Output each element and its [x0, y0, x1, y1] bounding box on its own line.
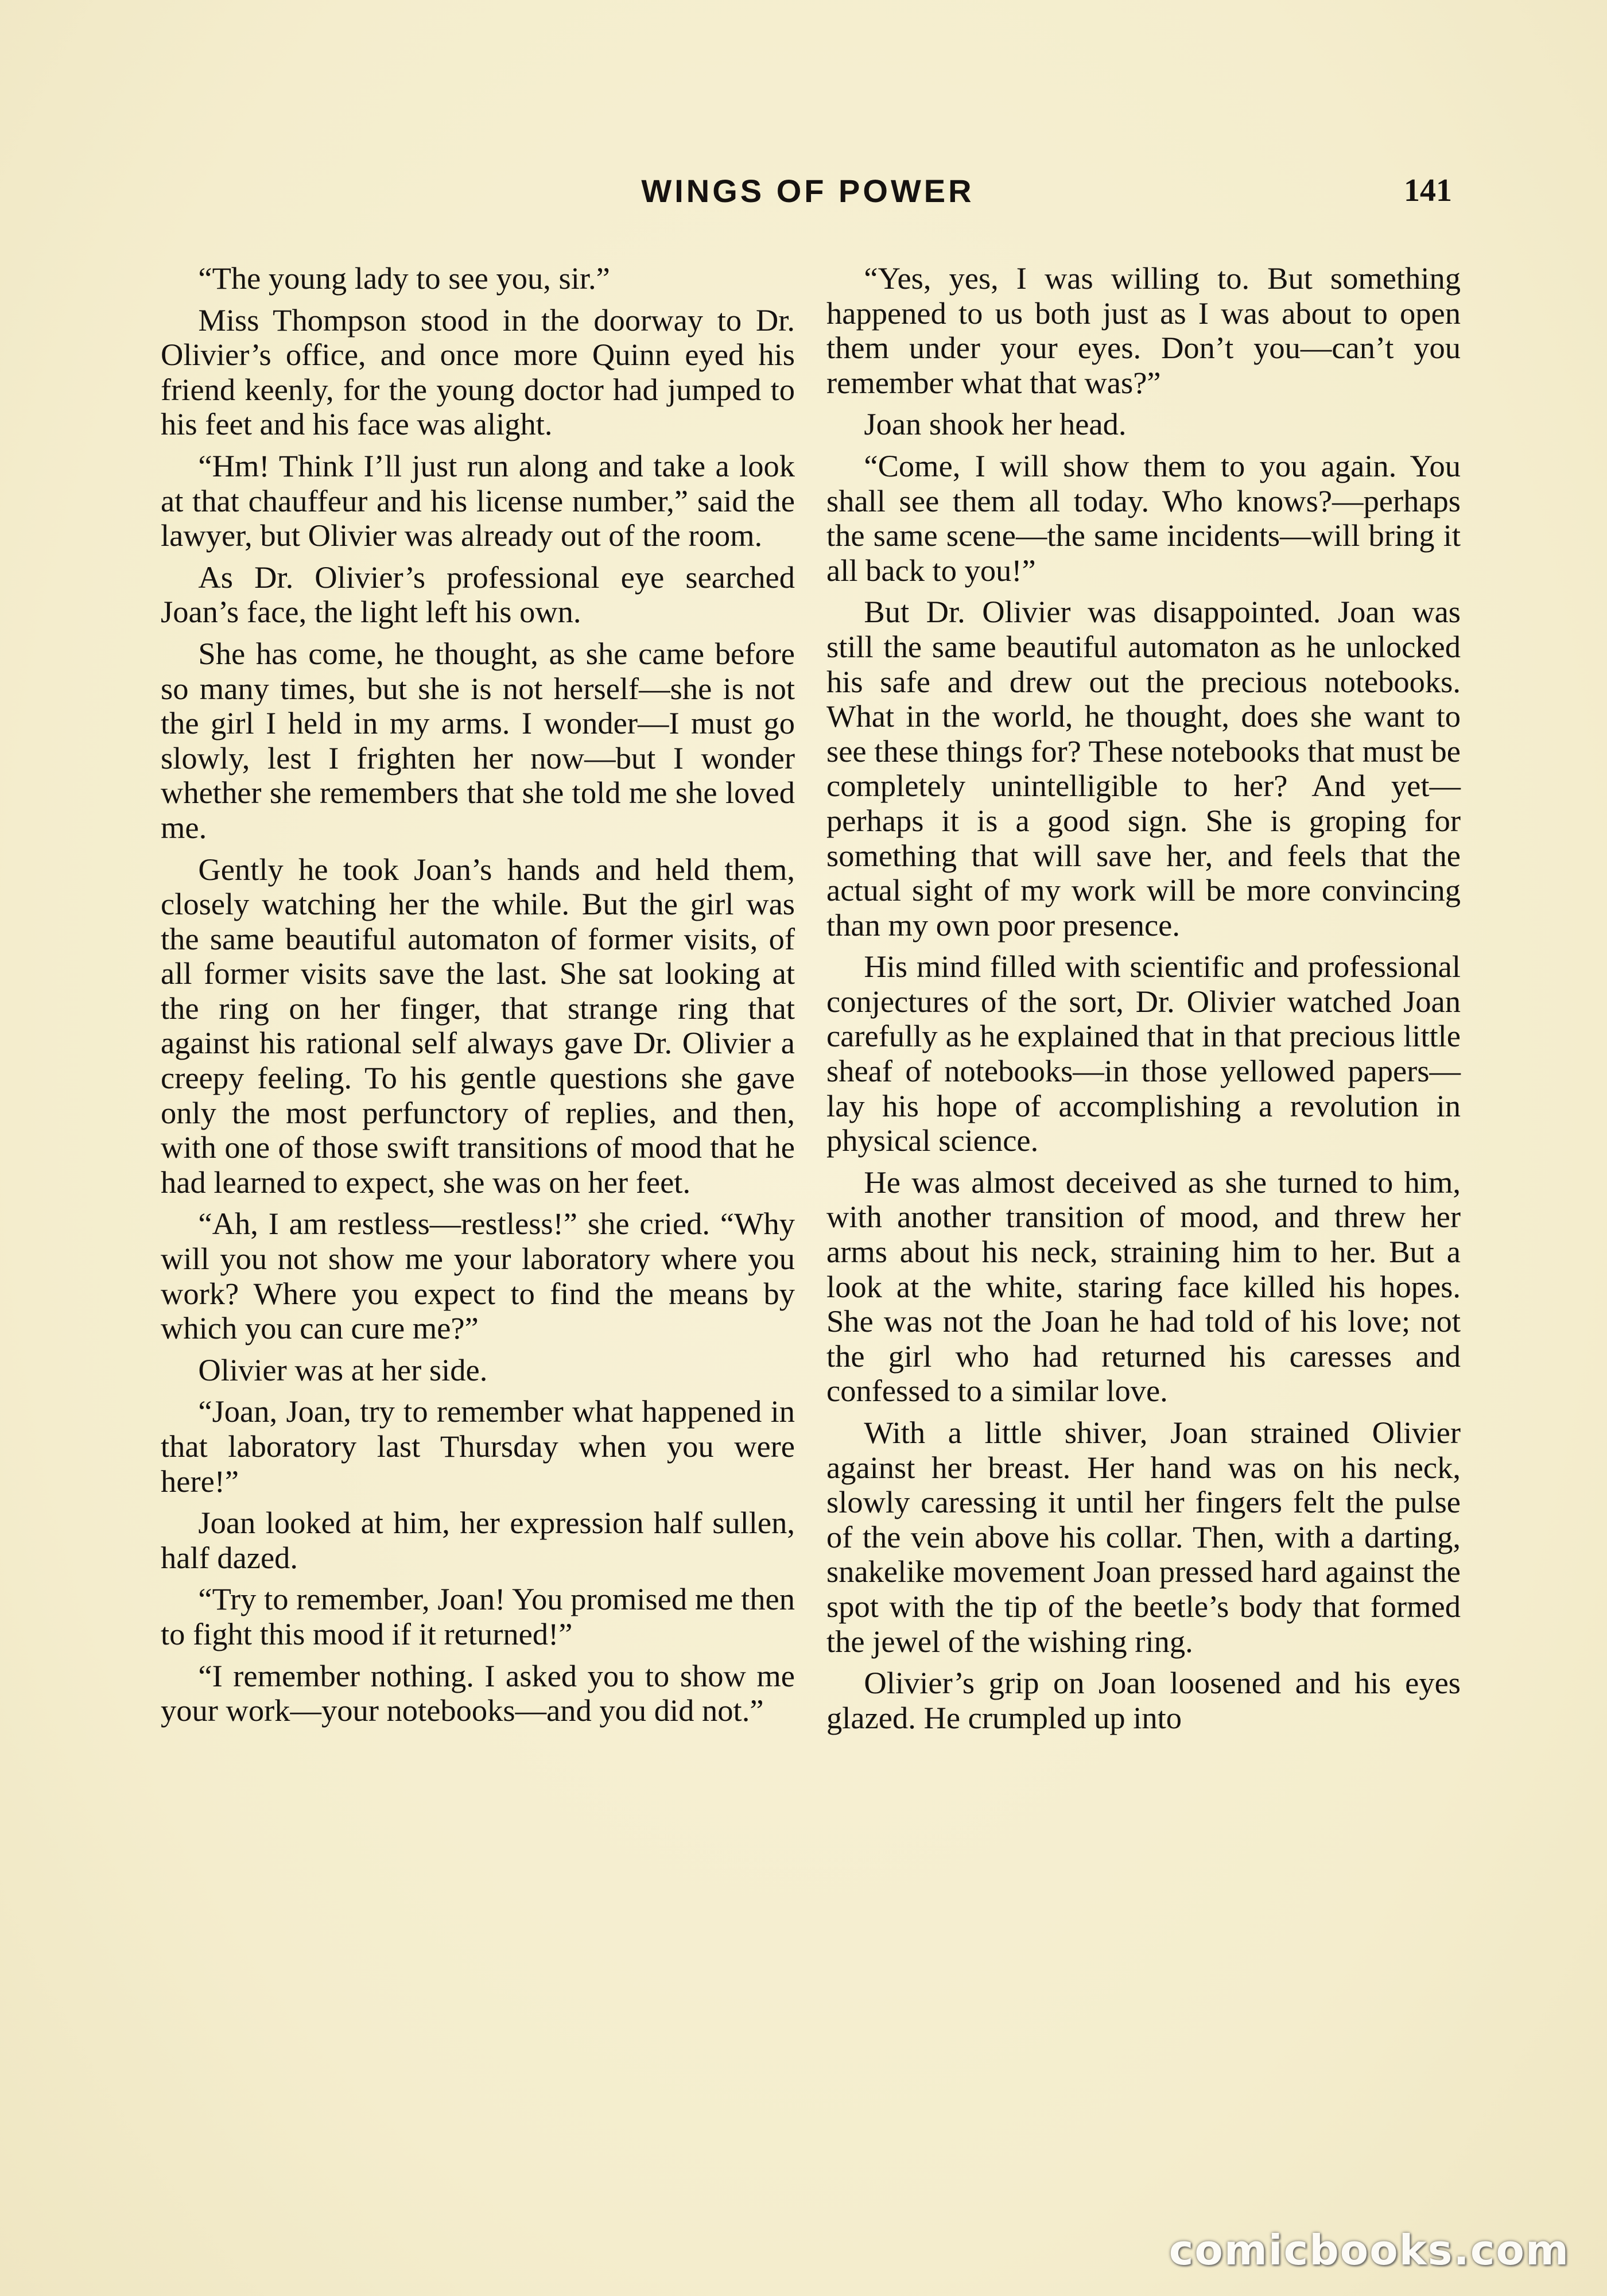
paragraph: “Come, I will show them to you again. You shall see them all today. Who knows?—perhaps the same scene—the same incidents—will bring it all back to you!”	[826, 448, 1461, 588]
paragraph: His mind filled with scientific and professional conjectures of the sort, Dr. Olivier watched Joan carefully as he explained that in that precious little sheaf of notebooks—in those yellowed papers—lay his hope of accomplishing a revolution in physical science.	[826, 949, 1461, 1158]
site-watermark: comicbooks.com	[1169, 2226, 1570, 2274]
paragraph: “The young lady to see you, sir.”	[198, 261, 610, 296]
paragraph: “Ah, I am restless—restless!” she cried. “Why will you not show me your laboratory where you work? Where you expect to find the means by which you can cure me?”	[161, 1206, 795, 1346]
paragraph: “Try to remember, Joan! You promised me then to fight this mood if it returned!”	[161, 1581, 795, 1651]
paragraph: “Joan, Joan, try to remember what happened in that laboratory last Thursday when you were here!”	[161, 1394, 795, 1499]
paragraph: Miss Thompson stood in the doorway to Dr. Olivier’s office, and once more Quinn eyed his friend keenly, for the young doctor had jumped to his feet and his face was alight.	[161, 302, 795, 442]
paragraph: But Dr. Olivier was disappointed. Joan was still the same beautiful automaton as he unlocked his safe and drew out the precious notebooks. What in the world, he thought, does she want to see these things for? These notebooks that must be completely unintelligible to her? And yet—perhaps it is a good sign. She is groping for something that will save her, and feels that the actual sight of my work will be more convincing than my own poor presence.	[826, 594, 1461, 943]
paragraph: “Yes, yes, I was willing to. But something happened to us both just as I was about to open them under your eyes. Don’t you—can’t you remember what that was?”	[826, 261, 1461, 400]
paragraph: He was almost deceived as she turned to him, with another transition of mood, and threw her arms about his neck, straining him to her. But a look at the white, staring face killed his hopes. She was not the Joan he had told of his love; not the girl who had returned his caresses and confessed to a similar love.	[826, 1164, 1461, 1409]
right-column	[826, 261, 1461, 1742]
paragraph: She has come, he thought, as she came before so many times, but she is not herself—she is not the girl I held in my arms. I wonder—I must go slowly, lest I frighten her now—but I wonder whether she remembers that she told me she loved me.	[161, 635, 795, 845]
paragraph: “I remember nothing. I asked you to show me your work—your notebooks—and you did not.”	[161, 1658, 795, 1728]
running-title: WINGS OF POWER	[641, 173, 975, 209]
paragraph: As Dr. Olivier’s professional eye searched Joan’s face, the light left his own.	[161, 559, 795, 630]
paragraph: “Hm! Think I’ll just run along and take a look at that chauffeur and his license number,” said the lawyer, but Olivier was already out of the room.	[161, 448, 795, 553]
page-number: 141	[1404, 173, 1452, 208]
paragraph: With a little shiver, Joan strained Olivier against her breast. Her hand was on his neck, slowly caressing it until her fingers felt the pulse of the vein above his collar. Then, with a darting, snakelike movement Joan pressed hard against the spot with the tip of the beetle’s body that formed the jewel of the wishing ring.	[826, 1415, 1461, 1659]
paragraph: Olivier was at her side.	[198, 1352, 488, 1387]
paragraph: Gently he took Joan’s hands and held them, closely watching her the while. But the girl was the same beautiful automaton of former visits, of all former visits save the last. She sat looking at the ring on her finger, that strange ring that against his rational self always gave Dr. Olivier a creepy feeling. To his gentle questions she gave only the most perfunctory of replies, and then, with one of those swift transitions of mood that he had learned to expect, she was on her feet.	[161, 851, 795, 1200]
paragraph: Joan shook her head.	[864, 406, 1127, 442]
left-column	[161, 261, 795, 1735]
paragraph: Joan looked at him, her expression half sullen, half dazed.	[161, 1505, 795, 1575]
paragraph: Olivier’s grip on Joan loosened and his eyes glazed. He crumpled up into	[826, 1665, 1461, 1735]
running-head	[164, 172, 1452, 218]
